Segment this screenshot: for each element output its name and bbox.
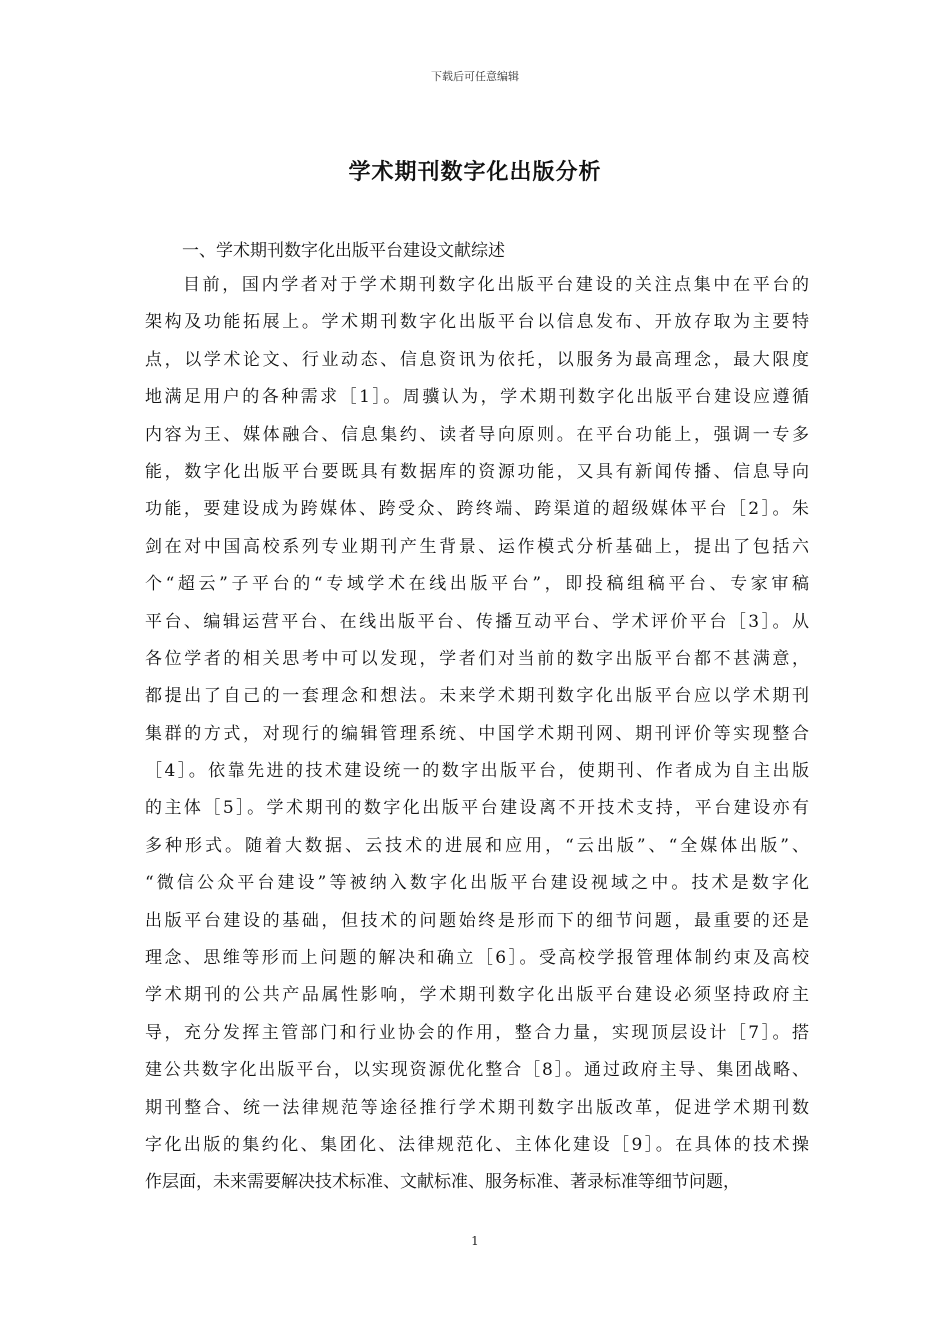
page-number: 1 [471, 1234, 479, 1248]
paragraph-line: 功能，要建设成为跨媒体、跨受众、跨终端、跨渠道的超级媒体平台［2］。朱 [145, 499, 809, 520]
paragraph-line: 多种形式。随着大数据、云技术的进展和应用，“云出版”、“全媒体出版”、 [145, 835, 809, 856]
paragraph-line: 建公共数字化出版平台，以实现资源优化整合［8］。通过政府主导、集团战略、 [145, 1060, 809, 1081]
paragraph-line: “微信公众平台建设”等被纳入数字化出版平台建设视域之中。技术是数字化 [145, 873, 809, 894]
paragraph-line: 架构及功能拓展上。学术期刊数字化出版平台以信息发布、开放存取为主要特 [145, 312, 809, 333]
page-header-note: 下载后可任意编辑 [431, 70, 519, 83]
paragraph-line: 平台、编辑运营平台、在线出版平台、传播互动平台、学术评价平台［3］。从 [145, 611, 809, 632]
document-title: 学术期刊数字化出版分析 [348, 159, 602, 185]
paragraph-line: 集群的方式，对现行的编辑管理系统、中国学术期刊网、期刊评价等实现整合 [145, 723, 809, 744]
paragraph-line: 导，充分发挥主管部门和行业协会的作用，整合力量，实现顶层设计［7］。搭 [145, 1022, 809, 1043]
paragraph-line: 剑在对中国高校系列专业期刊产生背景、运作模式分析基础上，提出了包括六 [145, 536, 809, 557]
paragraph-line: 出版平台建设的基础，但技术的问题始终是形而下的细节问题，最重要的还是 [145, 910, 809, 931]
paragraph-line: 作层面，未来需要解决技术标准、文献标准、服务标准、著录标准等细节问题， [145, 1172, 740, 1193]
paragraph-line: 学术期刊的公共产品属性影响，学术期刊数字化出版平台建设必须坚持政府主 [145, 985, 809, 1006]
section-heading: 一、学术期刊数字化出版平台建设文献综述 [182, 241, 505, 261]
paragraph-line: 字化出版的集约化、集团化、法律规范化、主体化建设［9］。在具体的技术操 [145, 1134, 809, 1155]
paragraph-line: 都提出了自己的一套理念和想法。未来学术期刊数字化出版平台应以学术期刊 [145, 686, 809, 707]
paragraph-line: 个“超云”子平台的“专域学术在线出版平台”，即投稿组稿平台、专家审稿 [145, 574, 809, 595]
paragraph-line: 能，数字化出版平台要既具有数据库的资源功能，又具有新闻传播、信息导向 [145, 461, 809, 482]
body-paragraph [145, 267, 809, 1202]
paragraph-line: ［4］。依靠先进的技术建设统一的数字出版平台，使期刊、作者成为自主出版 [145, 761, 809, 782]
paragraph-line: 的主体［5］。学术期刊的数字化出版平台建设离不开技术支持，平台建设亦有 [145, 798, 809, 819]
paragraph-line: 地满足用户的各种需求［1］。周骥认为，学术期刊数字化出版平台建设应遵循 [145, 387, 809, 408]
paragraph-line: 目前，国内学者对于学术期刊数字化出版平台建设的关注点集中在平台的 [183, 275, 809, 295]
paragraph-line: 各位学者的相关思考中可以发现，学者们对当前的数字出版平台都不甚满意， [145, 648, 809, 669]
paragraph-line: 期刊整合、统一法律规范等途径推行学术期刊数字出版改革，促进学术期刊数 [145, 1097, 809, 1118]
paragraph-line: 理念、思维等形而上问题的解决和确立［6］。受高校学报管理体制约束及高校 [145, 948, 809, 969]
paragraph-line: 点，以学术论文、行业动态、信息资讯为依托，以服务为最高理念，最大限度 [145, 349, 809, 370]
paragraph-line: 内容为王、媒体融合、信息集约、读者导向原则。在平台功能上，强调一专多 [145, 424, 809, 445]
